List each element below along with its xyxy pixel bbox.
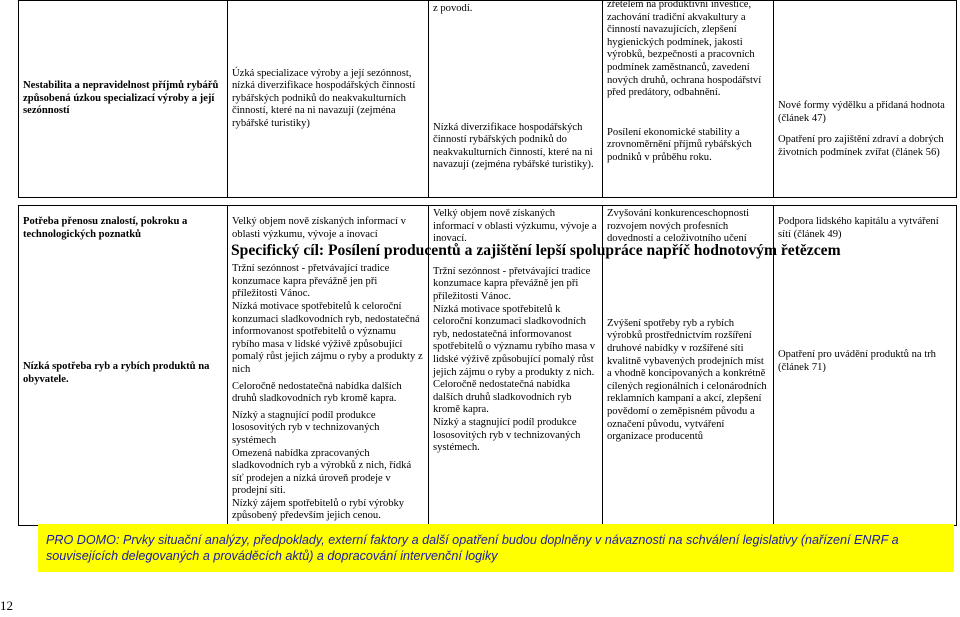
consumption-increase-text: Zvýšení spotřeby ryb a rybích výrobků prostřednictvím rozšíření druhové nabídky v rozšířené síti kvalitně vybavených prodejních míst a vhodně koncipovaných a konkrétně cílených regionálních i celonárodních reklamních kampaní a akcí, zlepšení povědomí o zeměpisném původu a označení původu, vytváření organizace producentů: [607, 317, 767, 443]
measure-text-56: Opatření pro zajištění zdraví a dobrých životních podmínek zvířat (článek 56): [778, 134, 944, 158]
cause-item: Nízký a stagnující podíl produkce lososovitých ryb v technizovaných systémech: [232, 409, 380, 446]
objective-top-text: zřetelem na produktivní investice, zachování tradiční akvakultury a činností navazujících, zlepšení hygienických podmínek, jakosti výrobků, bezpečnosti a pracovních podmínek zaměstnanců, zavedení nových druhů, ochrana hospodářství před predátory, odbahnění.: [607, 0, 762, 99]
research-info-text: Velký objem nově získaných informací v oblasti výzkumu, vývoje a inovací: [232, 216, 406, 240]
need-item: Nízký a stagnující podíl produkce lososovitých ryb v technizovaných systémech.: [433, 416, 581, 454]
low-consumption-text: Nízká spotřeba ryb a rybích produktů na obyvatele.: [23, 361, 210, 385]
research-info-text-2: Velký objem nově získaných informací v oblasti výzkumu, vývoje a inovací.: [433, 208, 597, 245]
need-item: Nízká motivace spotřebitelů k celoroční konzumaci sladkovodních ryb, nedostatečná informovanost spotřebitelů o významu rybího masa v lidské výživě způsobující pomalý růst jejich zájmu o ryby a produkty z nich.: [433, 303, 596, 378]
cause-item: Omezená nabídka zpracovaných sladkovodních ryb a výrobků z nich, řídká síť prodejen a nízká úroveň prodeje v prodejní síti.: [232, 447, 412, 497]
need-top-text: z povodí.: [433, 3, 473, 14]
need-text: Nízká diverzifikace hospodářských činností rybářských podniků do neakvakulturních činností, které na ni navazují (zejména rybářské turistiky).: [433, 121, 594, 171]
competitiveness-text: Zvyšování konkurenceschopnosti rozvojem nových profesních dovedností a celoživotního učení: [607, 208, 750, 245]
cause-cell: [228, 1, 429, 198]
specific-aim-heading: Specifický cíl: Posílení producentů a zajištění lepší spolupráce napříč hodnotovým řetězcem: [231, 242, 841, 259]
marketing-measure-text: Opatření pro uvádění produktů na trh (článek 71): [778, 349, 936, 373]
measure-text-47: Nové formy výdělku a přidaná hodnota (článek 47): [778, 100, 945, 124]
cause-text: Úzká specializace výroby a její sezónnost, nízká diverzifikace hospodářských činností rybářských podniků do neakvakulturních činností, které na ni navazují (zejména rybářské turistiky): [232, 67, 416, 129]
cause-item: Celoročně nedostatečná nabídka dalších druhů sladkovodních ryb kromě kapra.: [232, 380, 402, 405]
analysis-table-top: [18, 0, 957, 198]
need-item: Celoročně nedostatečná nabídka dalších druhů sladkovodních ryb kromě kapra.: [433, 379, 572, 416]
cause-item: Tržní sezónnost - přetvávající tradice konzumace kapra převážně jen při příležitosti Vánoc.: [232, 263, 390, 300]
need-item: Tržní sezónnost - přetvávající tradice konzumace kapra převážně jen při příležitosti Vánoc.: [433, 265, 591, 302]
need-cell: [429, 1, 603, 198]
problem-text: Nestabilita a nepravidelnost příjmů rybářů způsobená úzkou specializací výroby a její sezónností: [23, 80, 219, 117]
page-number: 12: [0, 598, 13, 613]
measure-cell: [774, 1, 957, 198]
cause-item: Nízká motivace spotřebitelů k celoroční konzumaci sladkovodních ryb, nedostatečná informovanost spotřebitelů o významu rybího masa v lidské výživě způsobující pomalý růst jejich zájmu o ryby a produkty z nich: [232, 300, 423, 375]
cause-item: Nízký zájem spotřebitelů o rybí výrobky způsobený především jejich cenou.: [232, 497, 405, 522]
pro-domo-note: PRO DOMO: Prvky situační analýzy, předpoklady, externí faktory a další opatření budou doplněny v návaznosti na schválení legislativy (nařízení ENRF a souvisejících delegovaných a prováděcích aktů) a dopracování intervenční logiky: [38, 524, 954, 572]
objective-cell: [603, 1, 774, 198]
knowledge-transfer-text: Potřeba přenosu znalostí, pokroku a technologických poznatků: [23, 216, 188, 240]
human-capital-text: Podpora lidského kapitálu a vytváření sítí (článek 49): [778, 216, 939, 240]
objective-text: Posílení ekonomické stability a zrovnoměrnění příjmů rybářských podniků v průběhu roku.: [607, 126, 752, 163]
problem-cell: [19, 1, 228, 198]
problem-cell-2: [19, 206, 228, 526]
